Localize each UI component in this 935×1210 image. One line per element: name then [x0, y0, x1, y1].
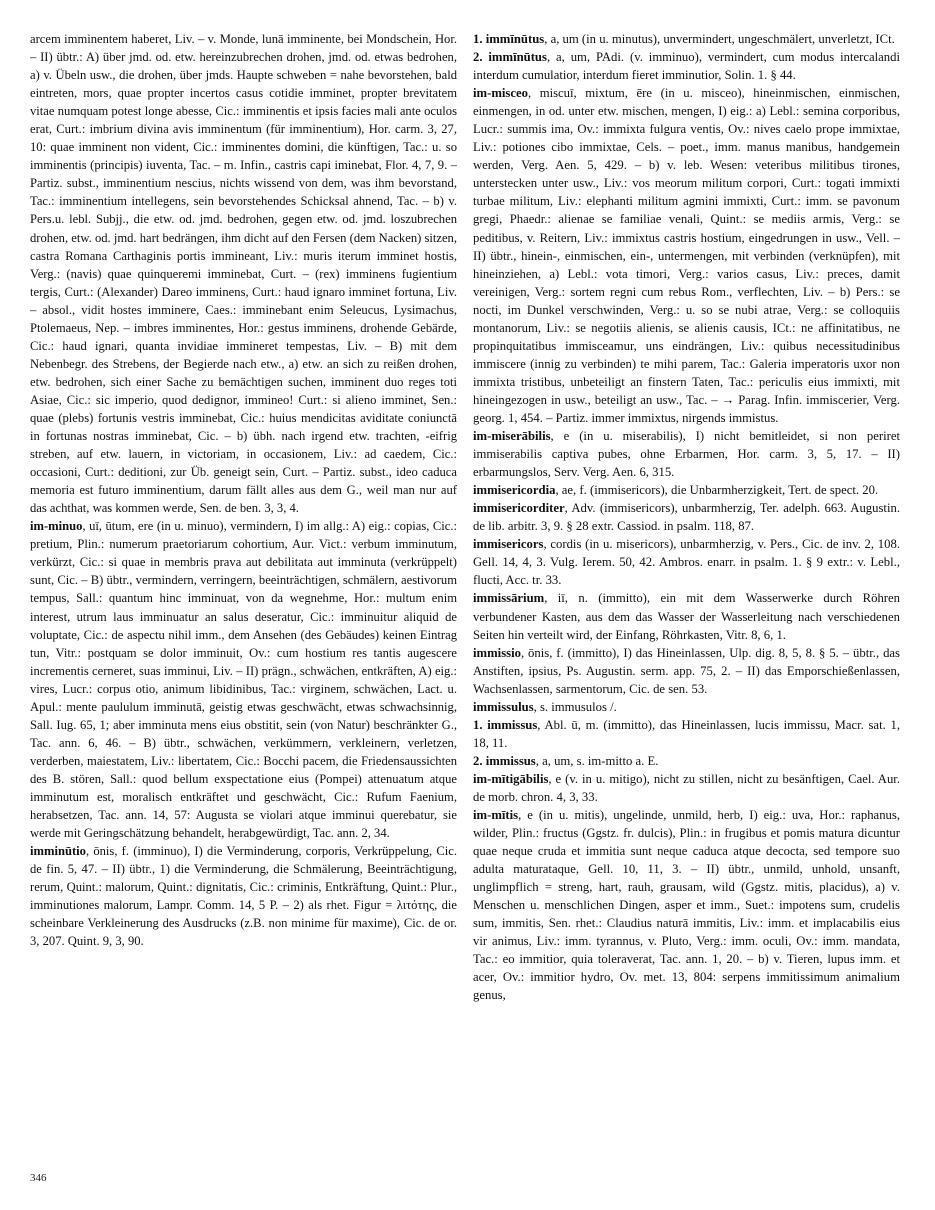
entry-imminutio: imminūtio, ōnis, f. (imminuo), I) die Verminderung, corporis, Verkrüppelung, Cic. de fin. 5, 47. – II) übtr., 1) die Verminderung, die Schmälerung, Beeinträchtigung, rerum, Quint.: malorum, Quint.: dignitatis, Cic.: criminis, Entkräftung, Quint.: Plur., imminutiones malorum, Lampr. Comm. 14, 5 P. – 2) als rhet. Figur = λιτότης, die scheinbare Verkleinerung des Ausdrucks (z.B. non minime für maxime), Cic. de or. 3, 207. Quint. 9, 3, 90.: [30, 844, 457, 949]
entry-immissarium: immissārium, iī, n. (immitto), ein mit dem Wasserwerke durch Röhren verbundener Kasten, aus dem das Wasser der Wasserleitung nach verschiedenen Seiten hin verteilt wird, der Einfang, Röhrkasten, Vitr. 8, 6, 1.: [473, 591, 900, 642]
entry-immissus-1: 1. immissus, Abl. ū, m. (immitto), das Hineinlassen, lucis immissu, Macr. sat. 1, 18, 11.: [473, 717, 900, 750]
entry-imminutus-2: 2. immīnūtus, a, um, PAdi. (v. imminuo), vermindert, cum modus intercalandi interdum cumulatior, interdum fieret imminutior, Solin. 1. § 44.: [473, 50, 900, 83]
entry-imminere-continued: arcem imminentem haberet, Liv. – v. Monde, lunā imminente, bei Mondschein, Hor. – II) übtr.: A) über jmd. od. etw. hereinzubrechen drohen, jmd. od. etwas bedrohen, a) v. Übeln usw., die drohen, über jmds. Haupte schweben = nahe bevorstehen, bald eintreten, mors, quae propter incertos casus cotidie imminet, propter brevitatem vitae numquam potest longe abesse, Cic.: imminentis et ipsis facies mali ante oculos erat, Curt.: imbrium divina avis imminentum (für imminentium), Hor. carm. 3, 27, 10: quae imminent non vident, Cic.: imminentes domini, die künftigen, Tac.: u. so imminentis (principis) iuventa, Tac. – m. Infin., castris capi iminebat, Flor. 4, 7, 9. – Partiz. subst., imminentium nescius, nichts wissend von dem, was ihm bevorstand, Tac.: imminentium intellegens, sein bevorstehendes Schicksal ahnend, Tac. – b) v. Pers.u. lebl. Subjj., die etw. od. jmd. bedrohen, gegen etw. od. jmd. loszubrechen drohen, etw. od. jmd. hart bedrängen, ihm dicht auf den Fersen (dem Nacken) sitzen, castra Romana Carthaginis portis immineant, Liv.: muris iterum imminet hostis, Verg.: (navis) quae quinqueremi imminebat, Curt. – (rex) imminens fugientium tergis, Curt.: (Alexander) Dareo imminens, Curt.: haud ignaro imminet fortuna, Liv. – absol., vidit hostes imminere, Caes.: imminebant enim Seleucus, Lysimachus, Ptolemaeus, Nep. – imbres imminentes, Hor.: gestus imminens, drohende Gebärde, Cic.: haud ignari, quanta invidiae immineret tempestas, Liv. – B) mit dem Nebenbegr. des Strebens, der Begierde nach etw., a) etw. an sich zu reißen drohen, etw. bedrohen, sich einer Sache zu bemächtigen suchen, imminent duo reges toti Asiae, Cic.: sic imperio, quod dedignor, immineo! Curt.: si alieno imminet, Sen.: quae (plebs) fortunis vestris imminebat, Cic.: huius mendicitas aviditate coniunctā in fortunas nostras imminebat, Cic. – b) übh. nach irgend etw. trachten, -eifrig streben, auf etw. lauern, in victoriam, in occasionem, Liv.: ad caedem, Cic.: occasioni, Curt.: deditioni, zur Üb. geneigt sein, Curt. – Partiz. subst., ideo caduca memoria est futuro imminentium, darum fällt alles aus dem G., weil man nur auf das achthat, was kommen werde, Sen. de ben. 3, 3, 4.: [30, 32, 457, 516]
entry-immisericordia: immisericordia, ae, f. (immisericors), die Unbarmherzigkeit, Tert. de spect. 20.: [473, 483, 879, 498]
entry-immisericors: immisericors, cordis (in u. misericors), unbarmherzig, v. Pers., Cic. de inv. 2, 108. Gell. 14, 4, 3. Vulg. Ierem. 50, 42. Ambros. enarr. in psalm. 1. § 9 extr.: v. Lebl., flucti, Acc. tr. 33.: [473, 537, 900, 588]
entry-immissus-2: 2. immissus, a, um, s. im-mitto a. E.: [473, 753, 659, 768]
entry-imminuo: im-minuo, uī, ūtum, ere (in u. minuo), vermindern, I) im allg.: A) eig.: copias, Cic.: pretium, Plin.: numerum praetoriarum cohortium, Aur. Vict.: verbum imminutum, verkürzt, Cic.: si quae in membris prava aut debilitata aut imminuta (verkrüppelt) sunt, Cic. – B) übtr., vermindern, verringern, beeinträchtigen, schmälern, aestivorum tempus, Sall.: quantum hinc imminuat, von da wegnehme, Hor.: multum enim interest, utrum laus imminuatur an salus deseratur, Cic.: imminuitur aliquid de voluptate, Cic.: de aspectu nihil imm., dem Ansehen (des Gebäudes) keinen Eintrag tun, Vitr.: postquam se dolor imminuit, Ov.: cum hostium res tantis augescere incrementis cerneret, suas imminui, Liv. – II) prägn., schwächen, entkräften, A) eig.: vires, Lucr.: corpus otio, animum libidinibus, Tac.: virginem, schwächen, Lact. u. Apul.: mente paululum imminutā, geistig etwas geschwächt, etwas schwachsinnig, Sall. Iug. 65, 1; aber imminuta mens eius obstitit, sein (von Natur) beschränkter G., Tac. ann. 6, 46. – B) übtr., schwächen, verkümmern, verkleinern, verletzen, verderben, maiestatem, Liv.: libertatem, Cic.: Bocchi pacem, die Friedensaussichten des B. stören, Sall.: quod bellum exspectatione eius (Pompei) attenuatum atque imminutum est, moralisch entkräftet und geschwächt, Cic.: Rufum Faenium, herabsetzen, Tac. ann. 14, 57: Augusta se violari atque imminui querebatur, sie werde mit Geringschätzung behandelt, herabgewürdigt, Tac. ann. 2, 34.: [30, 519, 457, 841]
entry-imminutus-1: 1. immīnūtus, a, um (in u. minutus), unvermindert, ungeschmälert, unverletzt, ICt.: [473, 32, 895, 46]
entry-immissulus: immissulus, s. immusulos /.: [473, 699, 617, 714]
entry-immisericorditer: immisericorditer, Adv. (immisericors), unbarmherzig, Ter. adelph. 663. Augustin. de lib. arbitr. 3, 9. § 28 extr. Cassiod. in psalm. 118, 87.: [473, 501, 900, 534]
entry-immissio: immissio, ōnis, f. (immitto), I) das Hineinlassen, Ulp. dig. 8, 5, 8. § 5. – übtr., das Anstiften, ipsius, Ps. Augustin. serm. app. 75, 2. – II) das Emporschießenlassen, Wachsenlassen, sarmentorum, Cic. de sen. 53.: [473, 645, 900, 696]
left-column: [30, 30, 457, 1190]
right-column: [473, 30, 900, 1190]
entry-immitis: im-mītis, e (in u. mitis), ungelinde, unmild, herb, I) eig.: uva, Hor.: raphanus, wilder, Plin.: fructus (Ggstz. fr. dulcis), Plin.: in frugibus et pomis matura dicuntur quae neque cruda et immitia sunt neque caduca atque decocta, sed tempore suo adulta maturataque, Gell. 10, 11, 3. – II) übtr., unmild, unhold, unsanft, unglimpflich = streng, hart, rauh, grausam, wild (Ggstz. mitis, placidus), a) v. Menschen u. menschlichen Dingen, asper et imm., Suet.: impotens sum, crudelis sum, immitis, Sen. rhet.: Claudius naturā immitis, Liv.: imm. et implacabilis eius vir animus, Liv.: imm. tyrannus, v. Pluto, Verg.: imm. oculi, Ov.: imm. mandata, Tac.: eo immitior, quia toleraverat, Tac. ann. 1, 20. – b) v. Tieren, lupus imm. et acer, Ov.: immitior hydro, Ov. met. 13, 804: serpens immitissimum animalium genus,: [473, 808, 900, 1003]
entry-immitigabilis: im-mītigābilis, e (v. in u. mitigo), nicht zu stillen, nicht zu besänftigen, Cael. Aur. de morb. chron. 4, 3, 33.: [473, 771, 900, 804]
entry-immisceo: im-misceo, miscuī, mixtum, ēre (in u. misceo), hineinmischen, einmischen, einmengen, in od. unter etw. mischen, mengen, I) eig.: a) Lebl.: semina corporibus, Lucr.: summis ima, Ov.: immixta fulgura ventis, Ov.: nives caelo prope immixtae, Liv.: potiones cibo immixtae, Cels. – poet., imm. manus manibus, handgemein werden, Verg. Aen. 5, 429. – b) v. leb. Wesen: veteribus militibus tirones, unterstecken unter usw., Liv.: vos meorum militum corpori, Curt.: togati immixti turbae militum, Liv.: elephanti militum agmini immixti, Curt.: imm. se pavonum gregi, Phaedr.: alienae se familiae venali, Quint.: se mediis armis, Verg.: se peditibus, v. Reitern, Liv.: immixtus castris hostium, eingedrungen in usw., Vell. – II) übtr., hinein-, einmischen, ein-, untermengen, mit verbinden (verknüpfen), mit hineinziehen, a) Lebl.: vota timori, Verg.: varios casus, Liv.: preces, damit vereinigen, Verg.: sortem regni cum rebus Rom., verflechten, Liv. – b) Pers.: se nocti, im Dunkel verschwinden, Verg.: u. so se nubi atrae, Verg.: se colloquiis montanorum, Liv.: se negotiis alienis, se alienis causis, ICt.: ne affinitatibus, ne propinquitatibus immisceamur, uns eindrängen, Liv.: quibus necessitudinibus immiscere (innig zu verbinden) te mihi parem, Tac.: Galeria imperatoris uxor non immixta tristibus, unbeteiligt an finstern Taten, Tac.: periculis eius immixti, mit hineingezogen in usw., beteiligt an usw., Tac. – → Parag. Infin. immiscerier, Verg. georg. 1, 454. – Partiz. immer immixtus, nirgends immistus.: [473, 86, 900, 425]
entry-immiserabilis: im-miserābilis, e (in u. miserabilis), I) nicht bemitleidet, si non periret immiserabilis captiva pubes, ohne Erbarmen, Hor. carm. 3, 5, 17. – II) erbarmungslos, Serv. Verg. Aen. 6, 315.: [473, 429, 900, 480]
page-number: 346: [30, 1172, 47, 1184]
dictionary-page: [30, 30, 900, 1190]
